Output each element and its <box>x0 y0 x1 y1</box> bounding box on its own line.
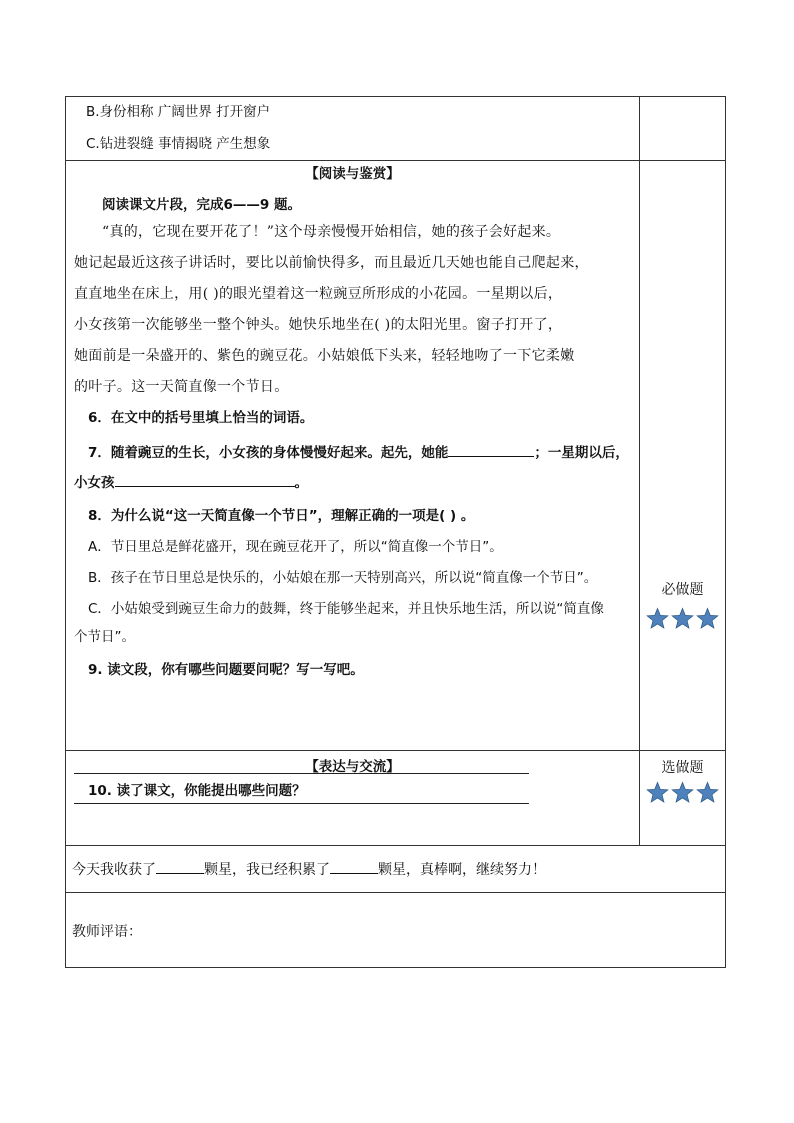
q7-text-girl: 小女孩 <box>74 475 115 491</box>
reading-heading: 【阅读与鉴赏】 <box>305 166 400 182</box>
optional-stars <box>640 781 725 804</box>
reading-instruction: 阅读课文片段，完成6——9 题。 <box>102 197 301 213</box>
star-icon <box>696 781 719 804</box>
summary-text <box>72 859 725 880</box>
expression-heading: 【表达与交流】 <box>305 759 400 775</box>
q8-option-b: B．孩子在节日里总是快乐的，小姑娘在那一天特别高兴，所以说“简直像一个节日”。 <box>88 570 598 586</box>
optional-label: 选做题 <box>661 760 704 776</box>
question-7 <box>88 442 639 463</box>
expression-side-cell <box>640 751 726 846</box>
question-7-cont <box>74 472 639 493</box>
reading-cell <box>66 161 640 751</box>
options-cell <box>66 97 640 161</box>
options-side-cell <box>640 97 726 161</box>
question-6: 6．在文中的括号里填上恰当的词语。 <box>88 410 314 426</box>
worksheet-table <box>65 96 726 968</box>
passage-line: 她记起最近这孩子讲话时，要比以前愉快得多，而且最近几天她也能自己爬起来， <box>74 255 589 271</box>
q7-blank-1[interactable] <box>448 442 534 457</box>
passage-line: 小女孩第一次能够坐一整个钟头。她快乐地坐在( )的太阳光里。窗子打开了， <box>74 317 563 333</box>
expression-cell <box>66 751 640 846</box>
required-label: 必做题 <box>661 582 704 598</box>
question-10: 10. 读了课文，你能提出哪些问题？ <box>88 783 306 799</box>
passage-line: 的叶子。这一天简直像一个节日。 <box>74 379 289 395</box>
q7-blank-2[interactable] <box>115 472 295 487</box>
reading-passage <box>66 221 639 398</box>
expression-row <box>66 751 726 846</box>
q8-option-c: C．小姑娘受到豌豆生命力的鼓舞，终于能够坐起来，并且快乐地生活，所以说“简直像 <box>88 601 604 617</box>
q7-text-end: 。 <box>294 475 308 491</box>
summary-part-2: 颗星，我已经积累了 <box>204 861 330 878</box>
question-9: 9. 读文段，你有哪些问题要问呢？写一写吧。 <box>88 662 364 678</box>
star-icon <box>646 781 669 804</box>
option-b: B.身份相称 广阔世界 打开窗户 <box>86 104 271 120</box>
q7-text-start: 7．随着豌豆的生长，小女孩的身体慢慢好起来。起先，她能 <box>88 445 449 461</box>
summary-part-3: 颗星，真棒啊，继续努力！ <box>378 861 546 878</box>
reading-row <box>66 161 726 751</box>
reading-side-cell <box>640 161 726 751</box>
teacher-row <box>66 893 726 968</box>
star-icon <box>671 607 694 630</box>
star-icon <box>696 607 719 630</box>
star-icon <box>646 607 669 630</box>
options-row <box>66 97 726 161</box>
teacher-cell[interactable] <box>66 893 726 968</box>
summary-part-1: 今天我收获了 <box>72 861 156 878</box>
stars-earned-blank[interactable] <box>156 859 204 874</box>
passage-line: 她面前是一朵盛开的、紫色的豌豆花。小姑娘低下头来，轻轻地吻了一下它柔嫩 <box>74 348 575 364</box>
q8-option-c-cont: 个节日”。 <box>74 629 135 645</box>
passage-line: “真的，它现在要开花了！”这个母亲慢慢开始相信，她的孩子会好起来。 <box>102 224 561 240</box>
summary-cell <box>66 846 726 893</box>
teacher-comment-label: 教师评语： <box>72 924 142 940</box>
star-icon <box>671 781 694 804</box>
option-c: C.钻进裂缝 事情揭晓 产生想象 <box>86 136 271 152</box>
passage-line: 直直地坐在床上，用( )的眼光望着这一粒豌豆所形成的小花园。一星期以后， <box>74 286 563 302</box>
question-8: 8．为什么说“这一天简直像一个节日”，理解正确的一项是( ) 。 <box>88 508 475 524</box>
summary-row <box>66 846 726 893</box>
q7-text-middle: ；一星期以后， <box>534 445 629 461</box>
required-stars <box>640 607 725 630</box>
stars-total-blank[interactable] <box>330 859 378 874</box>
q8-option-a: A．节日里总是鲜花盛开，现在豌豆花开了，所以“简直像一个节日”。 <box>88 539 503 555</box>
